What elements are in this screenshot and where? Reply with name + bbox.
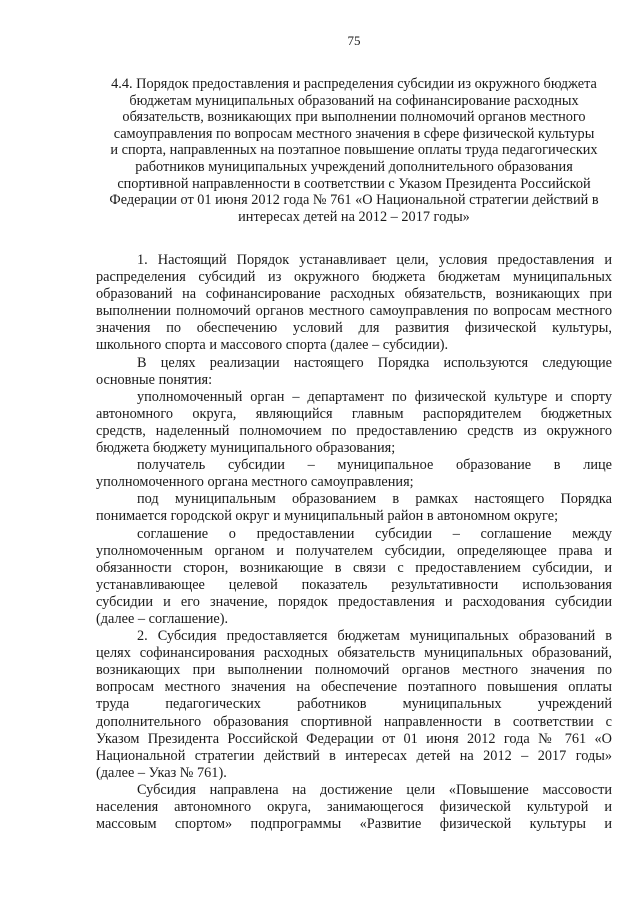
text-line: труда педагогических работников муниципальных учреждений <box>96 696 612 713</box>
heading-line: бюджетам муниципальных образований на софинансирование расходных <box>129 92 579 109</box>
text-line: распределения субсидий из окружного бюджета бюджетам муниципальных <box>96 269 612 286</box>
text-line: целях софинансирования расходных обязательств муниципальных образований, <box>96 645 612 662</box>
text-line: под муниципальным образованием в рамках настоящего Порядка <box>137 491 612 508</box>
text-line: Субсидия направлена на достижение цели «Повышение массовости <box>137 781 612 798</box>
text-line: Национальной стратегии действий в интересах детей на 2012 – 2017 годы» <box>96 747 612 764</box>
text-line: обязанности сторон, возникающие в связи с предоставлением субсидии, и <box>96 559 612 576</box>
text-line: получатель субсидии – муниципальное образование в лице <box>137 457 612 474</box>
body-text <box>96 252 612 833</box>
heading-line: самоуправления по вопросам местного значения в сфере физической культуры <box>113 125 595 142</box>
text-line: возникающих при выполнении полномочий органов местного значения по <box>96 662 612 679</box>
text-line: вопросам местного значения на обеспечение поэтапного повышения оплаты <box>96 679 612 696</box>
text-line: В целях реализации настоящего Порядка используются следующие <box>137 354 612 371</box>
text-line: устанавливающее целевой показатель результативности использования <box>96 576 612 593</box>
text-line: уполномоченный орган – департамент по физической культуре и спорту <box>137 388 612 405</box>
text-line: субсидии и его значение, порядок предоставления и расходования субсидии <box>96 593 612 610</box>
paragraph-recipient <box>96 457 612 491</box>
paragraph-agreement <box>96 526 612 629</box>
text-line: основные понятия: <box>96 371 213 388</box>
text-line: средств, наделенный полномочием по предоставлению средств из окружного <box>96 422 612 439</box>
text-line: дополнительного образования спортивной направленности в соответствии с <box>96 713 612 730</box>
text-line: образований на софинансирование расходных обязательств, возникающих при <box>96 286 612 303</box>
text-line: 2. Субсидия предоставляется бюджетам муниципальных образований в <box>137 628 612 645</box>
text-line: выполнении полномочий органов местного самоуправления по вопросам местного <box>96 303 612 320</box>
text-line: населения автономного округа, занимающегося физической культурой и <box>96 799 612 815</box>
text-line: понимается городской округ и муниципальный район в автономном округе; <box>96 508 559 525</box>
heading-line: обязательств, возникающих при выполнении полномочий органов местного <box>122 109 586 126</box>
text-line: уполномоченного органа местного самоуправления; <box>96 474 414 491</box>
paragraph-2 <box>96 628 612 782</box>
paragraph-authorized-body <box>96 389 612 457</box>
heading-line: Федерации от 01 июня 2012 года № 761 «О Национальной стратегии действий в <box>109 192 599 209</box>
heading-line: спортивной направленности в соответствии с Указом Президента Российской <box>117 175 591 192</box>
text-line: школьного спорта и массового спорта (далее – субсидии). <box>96 337 449 354</box>
text-line: автономного округа, являющийся главным распорядителем бюджетных <box>96 405 612 422</box>
text-line: (далее – Указ № 761). <box>96 764 227 781</box>
heading-line: интересах детей на 2012 – 2017 годы» <box>238 208 470 225</box>
heading-line: работников муниципальных учреждений дополнительного образования <box>135 158 573 175</box>
paragraph-goal <box>96 782 612 833</box>
text-line: массовым спортом» подпрограммы «Развитие физической культуры и <box>96 816 612 833</box>
text-line: значения по обеспечению условий для развития физической культуры, <box>96 320 612 337</box>
paragraph-concepts-intro <box>96 355 612 389</box>
heading-line: 4.4. Порядок предоставления и распределения субсидии из окружного бюджета <box>111 76 597 92</box>
paragraph-1 <box>96 252 612 355</box>
text-line: (далее – соглашение). <box>96 610 229 627</box>
text-line: 1. Настоящий Порядок устанавливает цели, условия предоставления и <box>137 252 612 268</box>
heading-line: и спорта, направленных на поэтапное повышение оплаты труда педагогических <box>110 142 598 159</box>
text-line: бюджета бюджету муниципального образования; <box>96 440 396 457</box>
section-heading <box>96 76 612 225</box>
text-line: соглашение о предоставлении субсидии – соглашение между <box>137 525 612 542</box>
page-number: 75 <box>347 33 361 48</box>
text-line: Указом Президента Российской Федерации от 01 июня 2012 года № 761 «О <box>96 730 612 747</box>
text-line: уполномоченным органом и получателем субсидии, определяющее права и <box>96 542 612 559</box>
paragraph-municipality <box>96 491 612 525</box>
